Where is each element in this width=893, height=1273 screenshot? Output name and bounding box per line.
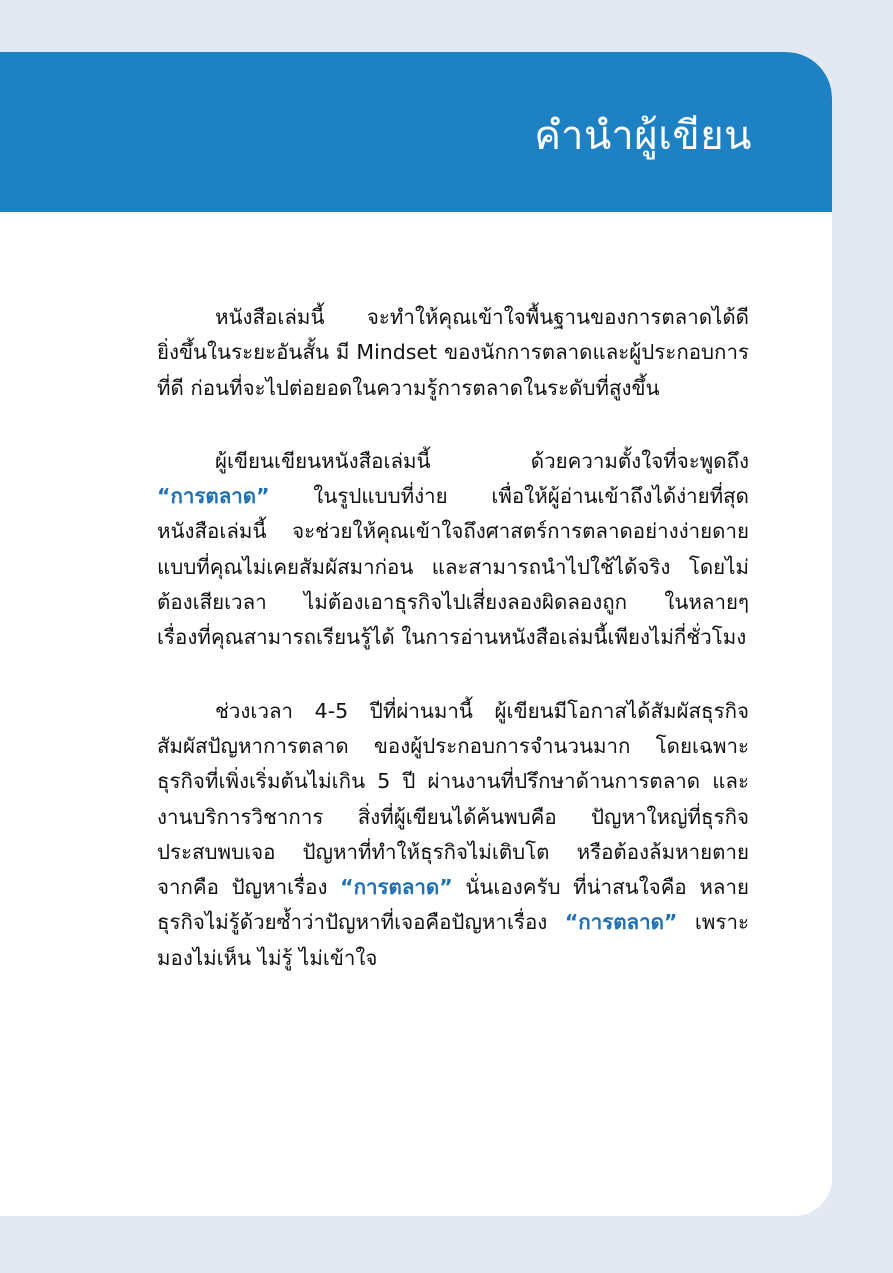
highlight-term: “การตลาด” (340, 875, 453, 900)
paragraph-1-line-1: หนังสือเล่มนี้ จะทำให้คุณเข้าใจพื้นฐานของการตลาดได้ดี (215, 305, 749, 329)
paragraph-3-line-7: ธุรกิจไม่รู้ด้วยซ้ำว่าปัญหาที่เจอคือปัญหาเรื่อง “การตลาด” เพราะ (157, 910, 749, 935)
paragraph-3-line-5: ประสบพบเจอ ปัญหาที่ทำให้ธุรกิจไม่เติบโต หรือต้องล้มหายตาย (157, 839, 749, 864)
paragraph-3 (157, 694, 749, 976)
paragraph-2 (157, 444, 749, 656)
header-band (0, 52, 832, 212)
paragraph-2-line-2: “การตลาด” ในรูปแบบที่ง่าย เพื่อให้ผู้อ่านเข้าถึงได้ง่ายที่สุด (157, 484, 749, 509)
page-title: คำนำผู้เขียน (534, 113, 752, 159)
highlight-term: “การตลาด” (564, 910, 678, 935)
page-card (0, 52, 832, 1216)
paragraph-3-line-4: งานบริการวิชาการ สิ่งที่ผู้เขียนได้ค้นพบคือ ปัญหาใหญ่ที่ธุรกิจ (157, 804, 749, 829)
body-text (157, 300, 749, 1014)
paragraph-3-line-1: ช่วงเวลา 4-5 ปีที่ผ่านมานี้ ผู้เขียนมีโอกาสได้สัมผัสธุรกิจ (215, 698, 749, 723)
highlight-term: “การตลาด” (157, 484, 270, 509)
paragraph-1 (157, 300, 749, 406)
paragraph-2-line-1: ผู้เขียนเขียนหนังสือเล่มนี้ ด้วยความตั้งใจที่จะพูดถึง (215, 448, 749, 473)
paragraph-3-line-6: จากคือ ปัญหาเรื่อง “การตลาด” นั่นเองครับ ที่น่าสนใจคือ หลาย (157, 875, 749, 900)
paragraph-1-line-2: ยิ่งขึ้นในระยะอันสั้น มี Mindset ของนักการตลาดและผู้ประกอบการ (157, 340, 749, 365)
paragraph-3-line-3: ธุรกิจที่เพิ่งเริ่มต้นไม่เกิน 5 ปี ผ่านงานที่ปรึกษาด้านการตลาด และ (157, 769, 749, 794)
paragraph-2-line-6: เรื่องที่คุณสามารถเรียนรู้ได้ ในการอ่านหนังสือเล่มนี้เพียงไม่กี่ชั่วโมง (157, 625, 747, 650)
paragraph-2-line-3: หนังสือเล่มนี้ จะช่วยให้คุณเข้าใจถึงศาสตร์การตลาดอย่างง่ายดาย (157, 519, 749, 544)
paragraph-3-line-8: มองไม่เห็น ไม่รู้ ไม่เข้าใจ (157, 945, 378, 970)
paragraph-2-line-4: แบบที่คุณไม่เคยสัมผัสมาก่อน และสามารถนำไปใช้ได้จริง โดยไม่ (157, 554, 749, 579)
paragraph-3-line-2: สัมผัสปัญหาการตลาด ของผู้ประกอบการจำนวนมาก โดยเฉพาะ (157, 733, 749, 758)
paragraph-2-line-5: ต้องเสียเวลา ไม่ต้องเอาธุรกิจไปเสี่ยงลองผิดลองถูก ในหลายๆ (157, 590, 749, 615)
paragraph-1-line-3: ที่ดี ก่อนที่จะไปต่อยอดในความรู้การตลาดในระดับที่สูงขึ้น (157, 375, 660, 400)
